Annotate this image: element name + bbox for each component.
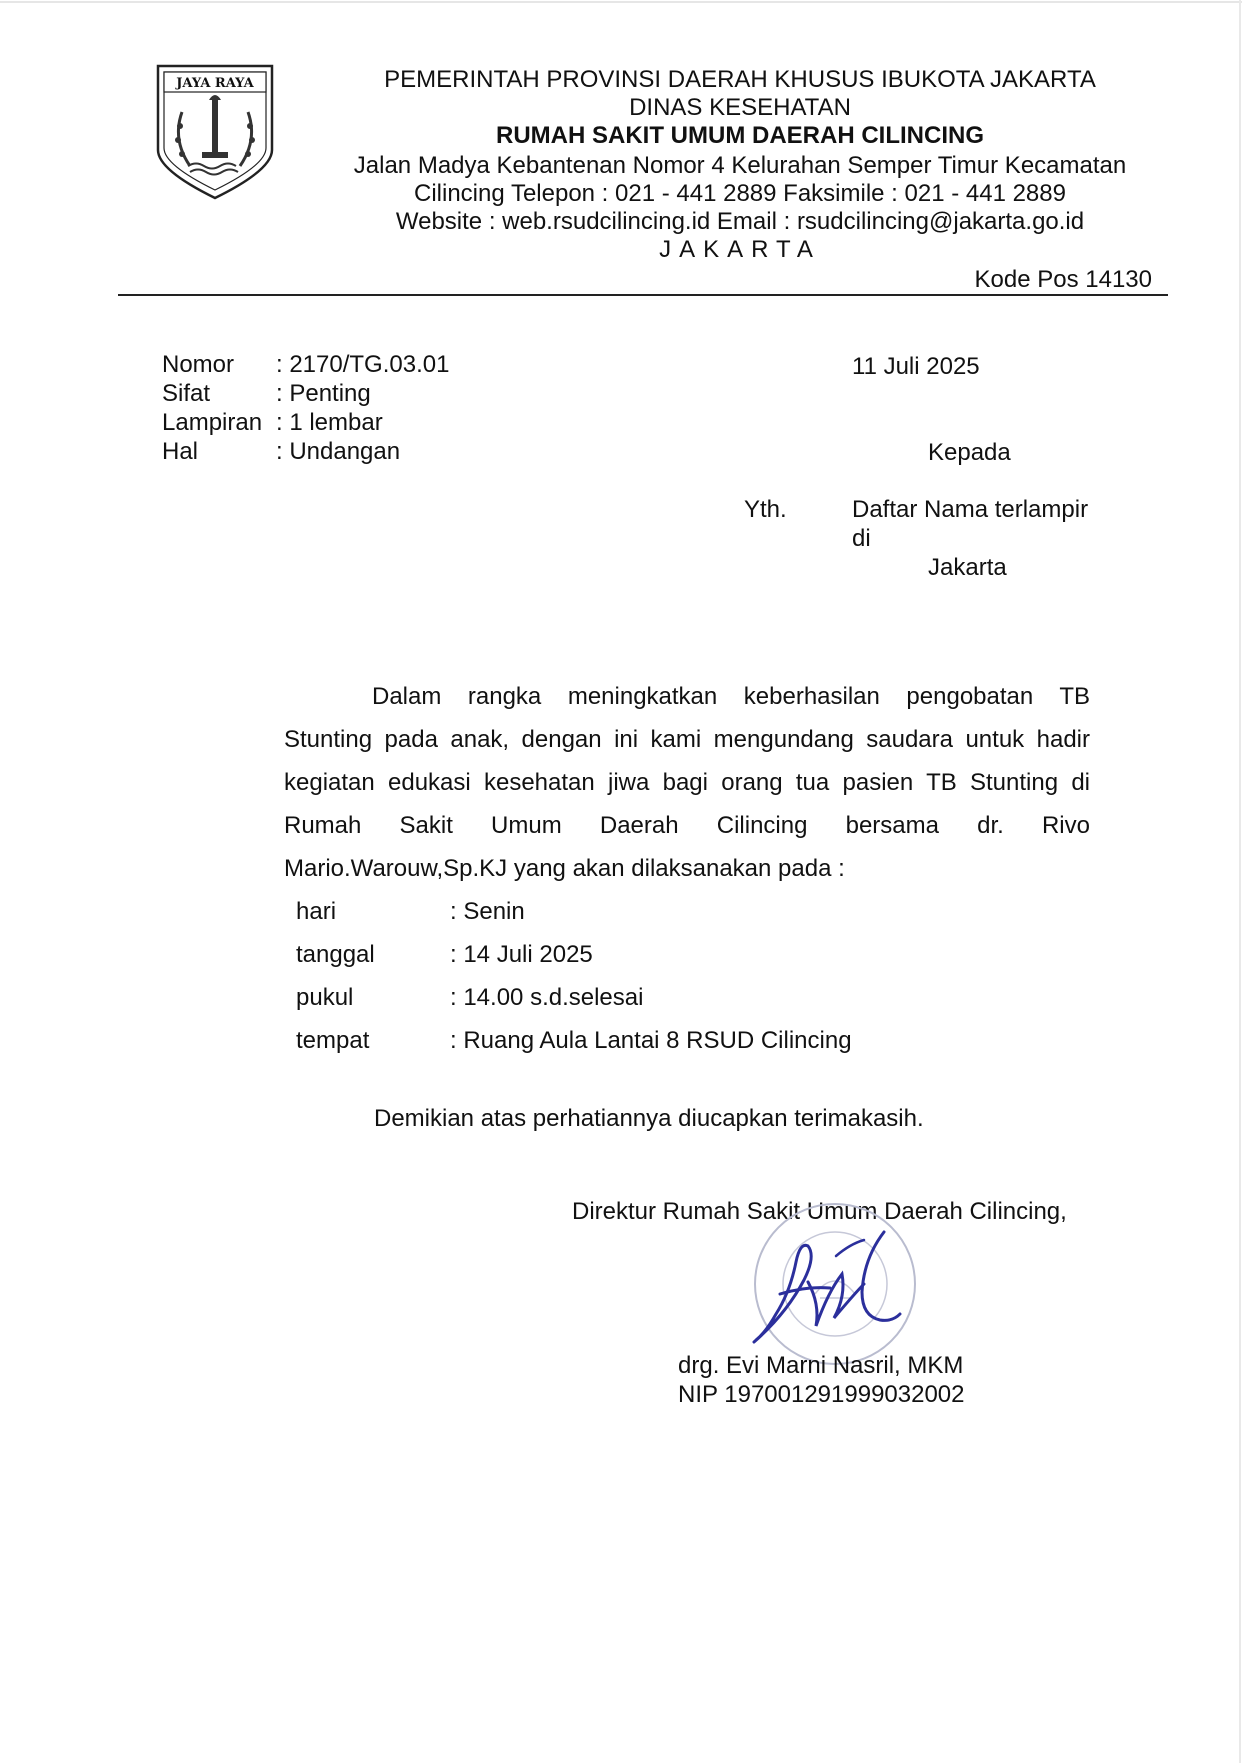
closing-sentence: Demikian atas perhatiannya diucapkan terimakasih.	[374, 1105, 924, 1132]
handwritten-signature	[746, 1222, 906, 1354]
letterhead-postal-code: Kode Pos 14130	[974, 266, 1152, 293]
letterhead-government: PEMERINTAH PROVINSI DAERAH KHUSUS IBUKOTA JAKARTA	[384, 66, 1096, 93]
recipient-di: di	[852, 525, 871, 552]
lampiran-value: : 1 lembar	[276, 409, 383, 436]
letterhead-web-email: Website : web.rsudcilincing.id Email : rsudcilincing@jakarta.go.id	[395, 208, 1085, 235]
nomor-label: Nomor	[162, 351, 235, 378]
detail-value-pukul: : 14.00 s.d.selesai	[450, 984, 644, 1011]
recipient-yth: Yth.	[744, 496, 787, 523]
hal-label: Hal	[162, 438, 199, 465]
jakarta-emblem-logo	[152, 62, 278, 202]
letterhead-department: DINAS KESEHATAN	[629, 94, 851, 121]
nomor-value: : 2170/TG.03.01	[276, 351, 450, 378]
body-line: Dalam rangka meningkatkan keberhasilan pengobatan TB	[372, 683, 1090, 710]
sifat-value: : Penting	[276, 380, 371, 407]
letter-date: 11 Juli 2025	[852, 353, 980, 380]
detail-label-tempat: tempat	[296, 1027, 370, 1054]
lampiran-label: Lampiran	[162, 409, 263, 436]
letterhead-divider	[118, 294, 1168, 296]
signatory-name: drg. Evi Marni Nasril, MKM	[678, 1352, 964, 1379]
recipient-kepada: Kepada	[928, 439, 1011, 466]
body-line: kegiatan edukasi kesehatan jiwa bagi orang tua pasien TB Stunting di	[284, 769, 1090, 796]
logo-motto: JAYA RAYA	[176, 76, 254, 91]
letterhead-phone: Cilincing Telepon : 021 - 441 2889 Faksimile : 021 - 441 2889	[414, 180, 1066, 207]
detail-value-tempat: : Ruang Aula Lantai 8 RSUD Cilincing	[450, 1027, 852, 1054]
detail-value-hari: : Senin	[450, 898, 525, 925]
letterhead-address: Jalan Madya Kebantenan Nomor 4 Kelurahan Semper Timur Kecamatan	[353, 152, 1127, 179]
detail-label-pukul: pukul	[296, 984, 354, 1011]
letterhead-city: JAKARTA	[659, 236, 821, 263]
letterhead-hospital-name: RUMAH SAKIT UMUM DAERAH CILINCING	[496, 122, 984, 149]
detail-value-tanggal: : 14 Juli 2025	[450, 941, 593, 968]
body-line: Mario.Warouw,Sp.KJ yang akan dilaksanakan pada :	[284, 855, 845, 882]
detail-label-hari: hari	[296, 898, 337, 925]
body-line: Rumah Sakit Umum Daerah Cilincing bersama dr. Rivo	[284, 812, 1090, 839]
detail-label-tanggal: tanggal	[296, 941, 375, 968]
recipient-city: Jakarta	[928, 554, 1007, 581]
sifat-label: Sifat	[162, 380, 211, 407]
body-line: Stunting pada anak, dengan ini kami mengundang saudara untuk hadir	[284, 726, 1090, 753]
signatory-nip: NIP 197001291999032002	[678, 1381, 965, 1408]
hal-value: : Undangan	[276, 438, 401, 465]
recipient-name: Daftar Nama terlampir	[852, 496, 1089, 523]
signatory-title: Direktur Rumah Sakit Umum Daerah Cilincing,	[572, 1198, 1067, 1225]
